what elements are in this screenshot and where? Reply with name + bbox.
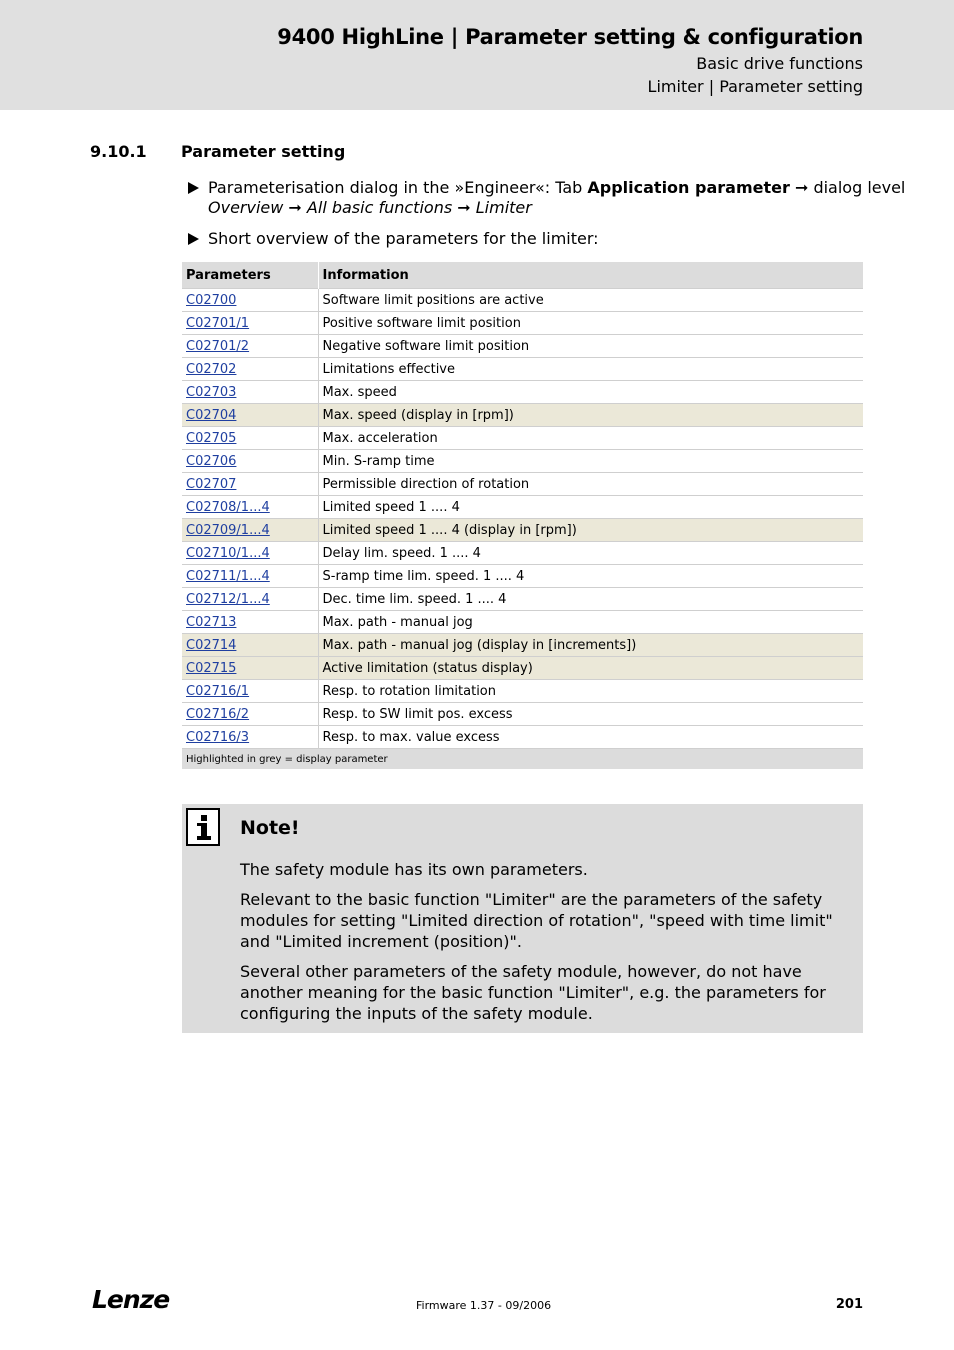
note-paragraph: Relevant to the basic function "Limiter" are the parameters of the safety modules for setting "Limited direction of rotation", "speed with time limit" and "Limited increment (position)". xyxy=(240,890,833,951)
parameter-code-link[interactable]: C02715 xyxy=(186,660,237,676)
page-number: 201 xyxy=(835,1297,863,1312)
parameter-info: Negative software limit position xyxy=(318,335,863,358)
parameter-code-link[interactable]: C02706 xyxy=(186,453,237,469)
parameter-code-link[interactable]: C02703 xyxy=(186,384,237,400)
parameter-info: Max. path - manual jog xyxy=(318,611,863,634)
arrow-icon: ➞ xyxy=(457,198,471,217)
info-icon xyxy=(186,808,220,846)
table-row xyxy=(182,726,863,749)
parameter-info: Permissible direction of rotation xyxy=(318,473,863,496)
table-row xyxy=(182,335,863,358)
parameter-info: Max. path - manual jog (display in [increments]) xyxy=(318,634,863,657)
table-row xyxy=(182,565,863,588)
parameter-code-link[interactable]: C02709/1...4 xyxy=(186,522,270,538)
table-row xyxy=(182,427,863,450)
parameter-info: Software limit positions are active xyxy=(318,289,863,312)
parameter-code-link[interactable]: C02705 xyxy=(186,430,237,446)
bullet-triangle-icon xyxy=(188,233,199,245)
bullet-overview: Short overview of the parameters for the limiter: xyxy=(188,229,868,249)
column-header-information: Information xyxy=(318,262,863,289)
parameter-info: Limited speed 1 .... 4 xyxy=(318,496,863,519)
table-row xyxy=(182,611,863,634)
table-row xyxy=(182,450,863,473)
parameter-code-link[interactable]: C02707 xyxy=(186,476,237,492)
parameter-code-link[interactable]: C02712/1...4 xyxy=(186,591,270,607)
parameter-code-link[interactable]: C02711/1...4 xyxy=(186,568,270,584)
parameter-code-link[interactable]: C02716/1 xyxy=(186,683,250,699)
section-number: 9.10.1 xyxy=(90,142,147,161)
table-row xyxy=(182,703,863,726)
table-row xyxy=(182,496,863,519)
parameter-info: Positive software limit position xyxy=(318,312,863,335)
parameter-code-link[interactable]: C02716/3 xyxy=(186,729,250,745)
header-subtitle-section: Limiter | Parameter setting xyxy=(647,77,863,96)
dialog-level-limiter: Limiter xyxy=(475,198,532,217)
note-paragraph: The safety module has its own parameters. xyxy=(240,860,588,879)
parameter-info: Resp. to rotation limitation xyxy=(318,680,863,703)
table-row xyxy=(182,634,863,657)
header-subtitle-chapter: Basic drive functions xyxy=(696,54,863,73)
parameter-code-link[interactable]: C02704 xyxy=(186,407,237,423)
parameter-info: Max. speed xyxy=(318,381,863,404)
dialog-level-overview: Overview xyxy=(208,198,284,217)
parameter-code-link[interactable]: C02716/2 xyxy=(186,706,250,722)
table-row xyxy=(182,588,863,611)
table-row xyxy=(182,542,863,565)
parameter-info: Min. S-ramp time xyxy=(318,450,863,473)
parameter-info: Resp. to SW limit pos. excess xyxy=(318,703,863,726)
bullet-dialog-path: Parameterisation dialog in the »Engineer«: Tab Application parameter ➞ dialog level Overview ➞ All basic functions ➞ Limiter xyxy=(188,178,868,220)
parameter-info: Delay lim. speed. 1 .... 4 xyxy=(318,542,863,565)
table-row xyxy=(182,473,863,496)
parameter-code-link[interactable]: C02702 xyxy=(186,361,237,377)
parameter-code-link[interactable]: C02701/1 xyxy=(186,315,250,331)
table-row xyxy=(182,289,863,312)
note-paragraph: Several other parameters of the safety module, however, do not have another meaning for the basic function "Limiter", e.g. the parameters for configuring the inputs of the safety module. xyxy=(240,962,826,1023)
parameter-info: Max. acceleration xyxy=(318,427,863,450)
table-row xyxy=(182,680,863,703)
parameter-info: Limited speed 1 .... 4 (display in [rpm]) xyxy=(318,519,863,542)
parameter-code-link[interactable]: C02700 xyxy=(186,292,237,308)
table-footnote-row xyxy=(182,749,863,770)
table-footnote: Highlighted in grey = display parameter xyxy=(182,749,863,770)
parameter-code-link[interactable]: C02714 xyxy=(186,637,237,653)
parameter-table xyxy=(182,262,863,769)
footer-firmware: Firmware 1.37 - 09/2006 xyxy=(416,1299,552,1312)
bullet-triangle-icon xyxy=(188,182,199,194)
parameter-code-link[interactable]: C02708/1...4 xyxy=(186,499,270,515)
table-header-row xyxy=(182,262,863,289)
tab-name: Application parameter xyxy=(587,178,790,197)
table-row xyxy=(182,358,863,381)
note-title: Note! xyxy=(240,817,300,839)
parameter-info: Resp. to max. value excess xyxy=(318,726,863,749)
parameter-info: Active limitation (status display) xyxy=(318,657,863,680)
parameter-info: Dec. time lim. speed. 1 .... 4 xyxy=(318,588,863,611)
column-header-parameters: Parameters xyxy=(182,262,318,289)
parameter-info: S-ramp time lim. speed. 1 .... 4 xyxy=(318,565,863,588)
table-row xyxy=(182,404,863,427)
table-row xyxy=(182,519,863,542)
arrow-icon: ➞ xyxy=(794,178,809,197)
header-title: 9400 HighLine | Parameter setting & configuration xyxy=(277,25,863,49)
parameter-code-link[interactable]: C02713 xyxy=(186,614,237,630)
parameter-code-link[interactable]: C02710/1...4 xyxy=(186,545,270,561)
parameter-info: Max. speed (display in [rpm]) xyxy=(318,404,863,427)
dialog-level-all-basic: All basic functions xyxy=(306,198,453,217)
parameter-info: Limitations effective xyxy=(318,358,863,381)
arrow-icon: ➞ xyxy=(288,198,302,217)
table-row xyxy=(182,657,863,680)
lenze-logo: Lenze xyxy=(92,1285,170,1314)
parameter-code-link[interactable]: C02701/2 xyxy=(186,338,250,354)
table-row xyxy=(182,312,863,335)
section-title: Parameter setting xyxy=(181,142,346,161)
note-box xyxy=(182,804,863,1033)
page-header xyxy=(0,0,954,110)
table-row xyxy=(182,381,863,404)
